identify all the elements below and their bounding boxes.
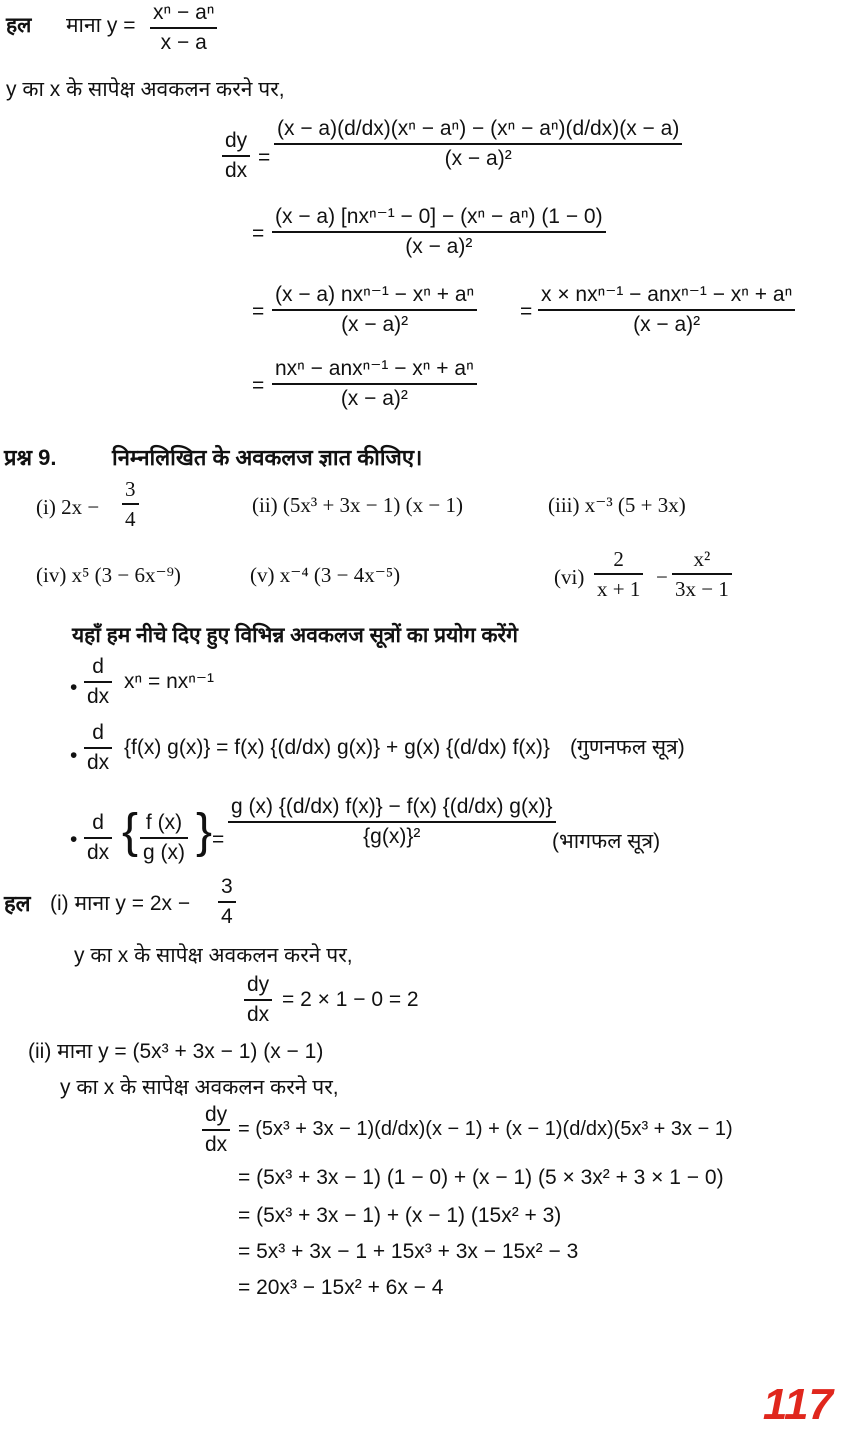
product-rule: {f(x) g(x)} = f(x) {(d/dx) g(x)} + g(x) {(d/dx) f(x)} bbox=[124, 736, 550, 759]
equals-sign: = bbox=[252, 222, 265, 245]
solution-label: हल bbox=[6, 14, 32, 37]
sol-i-intro: y का x के सापेक्ष अवकलन करने पर, bbox=[74, 944, 353, 967]
bullet-1: • bbox=[70, 676, 78, 699]
part-i-fraction bbox=[122, 478, 139, 530]
fraction-bar bbox=[84, 681, 112, 683]
dy: dy bbox=[225, 129, 248, 152]
dx: dx bbox=[87, 685, 110, 709]
dy: dy bbox=[205, 1103, 228, 1126]
sol-i-numerator: 3 bbox=[221, 875, 233, 898]
fraction-bar bbox=[122, 503, 139, 505]
quotient-rule-fraction bbox=[228, 796, 556, 848]
d: d bbox=[92, 811, 104, 834]
step3a-denominator: (x − a)² bbox=[341, 313, 409, 337]
sol-i-dy-dx bbox=[244, 974, 272, 1026]
step3b-denominator: (x − a)² bbox=[633, 313, 701, 337]
part-iv: (iv) x⁵ (3 − 6x⁻⁹) bbox=[36, 563, 181, 587]
given-denominator: x − a bbox=[160, 31, 207, 55]
question-text: निम्नलिखित के अवकलज ज्ञात कीजिए। bbox=[112, 445, 423, 470]
quotient-rule-numerator: g (x) {(d/dx) f(x)} − f(x) {(d/dx) g(x)} bbox=[231, 795, 553, 818]
question-label: प्रश्न 9. bbox=[4, 445, 57, 470]
bullet-2: • bbox=[70, 744, 78, 767]
sol-ii-line-1: = (5x³ + 3x − 1)(d/dx)(x − 1) + (x − 1)(d/dx)(5x³ + 3x − 1) bbox=[238, 1118, 733, 1140]
part-iii: (iii) x⁻³ (5 + 3x) bbox=[548, 493, 686, 517]
sol-ii-dy-dx bbox=[202, 1104, 230, 1156]
part-i-numerator: 3 bbox=[125, 477, 136, 501]
equals-sign: = bbox=[258, 146, 271, 169]
part-vi-fraction-b bbox=[672, 548, 732, 600]
fraction-bar bbox=[222, 155, 250, 157]
sol-i-result: = 2 × 1 − 0 = 2 bbox=[282, 988, 419, 1011]
left-brace: { bbox=[122, 805, 139, 858]
sol-ii-line-4: = 5x³ + 3x − 1 + 15x³ + 3x − 15x² − 3 bbox=[238, 1240, 579, 1263]
sol-i-let: (i) माना y = 2x − bbox=[50, 892, 191, 915]
g-x: g (x) bbox=[143, 841, 185, 865]
dx: dx bbox=[87, 841, 110, 865]
dx: dx bbox=[87, 751, 110, 775]
d: d bbox=[92, 655, 104, 678]
part-i: (i) 2x − bbox=[36, 495, 100, 519]
d-dx-1 bbox=[84, 656, 112, 708]
formula-intro: यहाँ हम नीचे दिए हुए विभिन्न अवकलज सूत्रों का प्रयोग करेंगे bbox=[72, 624, 518, 647]
f-x: f (x) bbox=[145, 811, 183, 834]
part-v: (v) x⁻⁴ (3 − 4x⁻⁵) bbox=[250, 563, 401, 587]
part-vi-a-numerator: 2 bbox=[613, 547, 624, 571]
fraction-bar bbox=[218, 901, 236, 903]
page-number: 117 bbox=[762, 1380, 833, 1429]
step3b-numerator: x × nxⁿ⁻¹ − anxⁿ⁻¹ − xⁿ + aⁿ bbox=[541, 283, 793, 306]
solution-label: हल bbox=[4, 891, 31, 916]
dy-dx bbox=[222, 130, 250, 182]
quotient-step-2 bbox=[272, 206, 606, 258]
dy: dy bbox=[247, 973, 270, 996]
fraction-bar bbox=[274, 143, 682, 145]
fraction-bar bbox=[202, 1129, 230, 1131]
fraction-bar bbox=[272, 309, 477, 311]
quotient-step-1 bbox=[274, 118, 682, 170]
let-y-text: माना y = bbox=[66, 14, 136, 37]
dx: dx bbox=[205, 1133, 228, 1157]
quotient-step-4 bbox=[272, 358, 477, 410]
sol-i-denominator: 4 bbox=[221, 905, 233, 929]
d: d bbox=[92, 721, 104, 744]
quotient-step-3a bbox=[272, 284, 477, 336]
part-vi-a-denominator: x + 1 bbox=[597, 577, 641, 602]
sol-ii-line-3: = (5x³ + 3x − 1) + (x − 1) (15x² + 3) bbox=[238, 1204, 562, 1227]
dx: dx bbox=[225, 159, 248, 183]
part-i-denominator: 4 bbox=[125, 507, 136, 532]
part-vi-b-denominator: 3x − 1 bbox=[675, 577, 729, 602]
minus-sign: − bbox=[656, 565, 668, 589]
given-fraction bbox=[150, 2, 217, 54]
differentiate-intro: y का x के सापेक्ष अवकलन करने पर, bbox=[6, 78, 285, 101]
fraction-bar bbox=[594, 573, 643, 575]
part-ii: (ii) (5x³ + 3x − 1) (x − 1) bbox=[252, 493, 463, 517]
quotient-rule-denominator: {g(x)}² bbox=[363, 825, 421, 849]
step1-numerator: (x − a)(d/dx)(xⁿ − aⁿ) − (xⁿ − aⁿ)(d/dx)(x − a) bbox=[277, 117, 680, 140]
part-vi-b-numerator: x² bbox=[693, 547, 711, 571]
sol-ii-line-2: = (5x³ + 3x − 1) (1 − 0) + (x − 1) (5 × 3x² + 3 × 1 − 0) bbox=[238, 1166, 724, 1189]
bullet-3: • bbox=[70, 828, 78, 851]
equals-sign: = bbox=[520, 300, 533, 323]
step1-denominator: (x − a)² bbox=[444, 147, 512, 171]
d-dx-3 bbox=[84, 812, 112, 864]
fraction-bar bbox=[244, 999, 272, 1001]
step2-numerator: (x − a) [nxⁿ⁻¹ − 0] − (xⁿ − aⁿ) (1 − 0) bbox=[275, 205, 603, 228]
sol-ii-intro: y का x के सापेक्ष अवकलन करने पर, bbox=[60, 1076, 339, 1099]
product-rule-name: (गुणनफल सूत्र) bbox=[570, 736, 685, 759]
sol-i-fraction bbox=[218, 876, 236, 928]
given-numerator: xⁿ − aⁿ bbox=[153, 1, 215, 24]
fraction-bar bbox=[538, 309, 795, 311]
sol-ii-let: (ii) माना y = (5x³ + 3x − 1) (x − 1) bbox=[28, 1040, 324, 1063]
fraction-bar bbox=[272, 383, 477, 385]
fraction-bar bbox=[150, 27, 217, 29]
fraction-bar bbox=[672, 573, 732, 575]
fraction-bar bbox=[272, 231, 606, 233]
part-vi-fraction-a bbox=[594, 548, 643, 600]
fraction-bar bbox=[228, 821, 556, 823]
step4-numerator: nxⁿ − anxⁿ⁻¹ − xⁿ + aⁿ bbox=[275, 357, 474, 380]
quotient-rule-name: (भागफल सूत्र) bbox=[552, 830, 661, 853]
equals-sign: = bbox=[252, 300, 265, 323]
step3a-numerator: (x − a) nxⁿ⁻¹ − xⁿ + aⁿ bbox=[275, 283, 475, 306]
equals-sign: = bbox=[212, 828, 225, 851]
right-brace: } bbox=[196, 805, 213, 858]
dx: dx bbox=[247, 1003, 270, 1027]
d-dx-2 bbox=[84, 722, 112, 774]
fraction-bar bbox=[84, 747, 112, 749]
power-rule: xⁿ = nxⁿ⁻¹ bbox=[124, 670, 215, 693]
step2-denominator: (x − a)² bbox=[405, 235, 473, 259]
fraction-bar bbox=[140, 837, 188, 839]
sol-ii-line-5: = 20x³ − 15x² + 6x − 4 bbox=[238, 1276, 444, 1299]
fraction-bar bbox=[84, 837, 112, 839]
step4-denominator: (x − a)² bbox=[340, 387, 408, 411]
quotient-step-3b bbox=[538, 284, 795, 336]
f-over-g bbox=[140, 812, 188, 864]
part-vi-label: (vi) bbox=[554, 565, 585, 589]
equals-sign: = bbox=[252, 374, 265, 397]
